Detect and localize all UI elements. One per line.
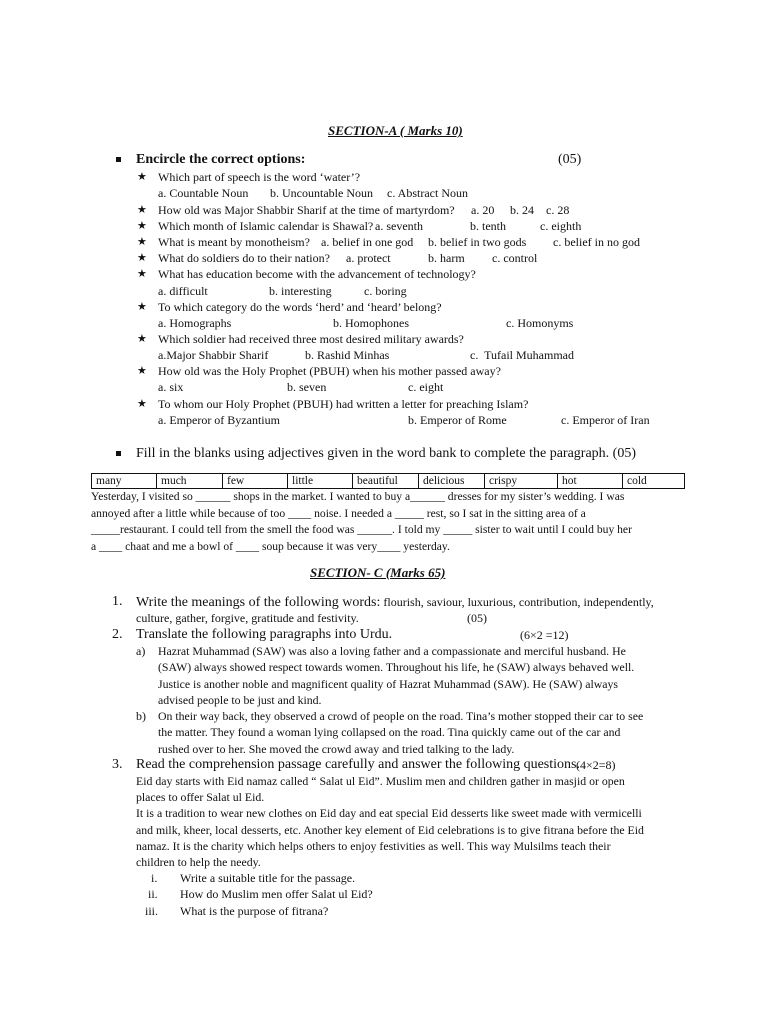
mcq-option: b. seven [287,380,327,394]
c-q2-number: 2. [112,627,123,642]
c-q1-instruction: Write the meanings of the following words: [136,595,381,610]
mcq-option: c. Tufail Muhammad [470,348,574,362]
mcq-option: a. six [158,380,184,394]
word-bank-table [91,473,685,489]
sub-question-number: ii. [148,887,158,901]
c-q2-b-paragraph [158,708,643,757]
star-bullet-icon: ★ [137,204,147,216]
mcq-option: c. eight [408,380,444,394]
mcq-option: c. 28 [546,203,570,217]
mcq-option: c. boring [364,284,407,298]
paragraph-line: the matter. They found a woman lying collapsed on the road. Tina quickly came out of the car and [158,725,621,740]
fill-blank-paragraph [91,489,632,555]
paragraph-line: (SAW) always showed respect towards women. Throughout his life, he (SAW) always behaved well. [158,660,635,675]
mcq-question: To whom our Holy Prophet (PBUH) had written a letter for preaching Islam? [158,397,529,411]
mcq-option: b. Uncountable Noun [270,186,373,200]
q1-marks: (05) [558,152,582,167]
mcq-option: a. 20 [471,203,495,217]
bullet-square-icon [116,157,121,162]
mcq-option: b. tenth [470,219,506,233]
section-a-title: SECTION-A ( Marks 10) [328,123,463,138]
c-q2-b-label: b) [136,709,146,723]
star-bullet-icon: ★ [137,252,147,264]
paragraph-line: Eid day starts with Eid namaz called “ Salat ul Eid”. Muslim men and children gather in masjid or open [136,774,625,788]
comprehension-passage [136,773,644,870]
c-q1-line2: culture, gather, forgive, gratitude and festivity. [136,611,359,625]
star-bullet-icon: ★ [137,236,147,248]
q2-heading: Fill in the blanks using adjectives given in the word bank to complete the paragraph. (05) [136,446,636,461]
sub-question-number: iii. [145,904,159,918]
c-q2-a-paragraph [158,643,634,708]
c-q2-marks: (6×2 =12) [520,628,569,642]
paragraph-line: namaz. It is the charity which helps others to enjoy festivities as well. This way Mulsilms teach their [136,838,611,853]
mcq-question: How old was Major Shabbir Sharif at the time of martyrdom? [158,203,455,217]
paragraph-line: rushed over to her. She moved the crowd away and tried talking to the lady. [158,741,515,756]
mcq-option: a. difficult [158,284,208,298]
mcq-question: Which part of speech is the word ‘water’? [158,170,361,184]
paragraph-line: a ____ chaat and me a bowl of ____ soup because it was very____ yesterday. [91,539,450,553]
paragraph-line: and milk, kheer, local desserts, etc. Another key element of Eid celebrations is to give fitrana before the Eid [136,822,644,837]
mcq-question: To which category do the words ‘herd’ and ‘heard’ belong? [158,300,442,314]
mcq-question: Which soldier had received three most desired military awards? [158,332,464,346]
star-bullet-icon: ★ [137,301,147,313]
mcq-option: a. protect [346,251,391,265]
paragraph-line: It is a tradition to wear new clothes on Eid day and eat special Eid desserts like sweet made with vermicelli [136,806,642,821]
mcq-option: b. Homophones [333,316,409,330]
mcq-option: c. Abstract Noun [387,186,468,200]
mcq-option: a. seventh [375,219,423,233]
word-bank-cell: delicious [419,474,485,489]
paragraph-line: Hazrat Muhammad (SAW) was also a loving father and a compassionate and merciful husband. He [158,644,626,658]
paragraph-line: Justice is another noble and magnificent quality of Hazrat Muhammad (SAW). He (SAW) always [158,676,619,691]
c-q3-text: Read the comprehension passage carefully and answer the following questions. [136,757,580,772]
paragraph-line: advised people to be just and kind. [158,692,322,707]
word-bank-cell: many [92,474,157,489]
mcq-option: c. eighth [540,219,582,233]
mcq-question: What has education become with the advancement of technology? [158,267,476,281]
star-bullet-icon: ★ [137,220,147,232]
word-bank-cell: cold [623,474,685,489]
mcq-option: a. Homographs [158,316,232,330]
c-q3-number: 3. [112,757,123,772]
c-q1-marks: (05) [467,611,487,625]
mcq-option: b. Emperor of Rome [408,413,507,427]
c-q1-words: flourish, saviour, luxurious, contribution, independently, [380,595,654,609]
mcq-option: a. Emperor of Byzantium [158,413,280,427]
paragraph-line: _____restaurant. I could tell from the smell the food was ______. I told my _____ sister to wait until I could buy her [91,523,632,536]
c-q2-a-label: a) [136,644,146,658]
c-q1-number: 1. [112,594,123,609]
mcq-question: What do soldiers do to their nation? [158,251,330,265]
sub-question-text: Write a suitable title for the passage. [180,871,356,885]
mcq-option: c. Homonyms [506,316,574,330]
word-bank-cell: much [157,474,223,489]
c-q3-marks: (4×2=8) [576,758,616,772]
mcq-question: How old was the Holy Prophet (PBUH) when his mother passed away? [158,364,501,378]
mcq-option: b. Rashid Minhas [305,348,390,362]
word-bank-cell: beautiful [353,474,419,489]
star-bullet-icon: ★ [137,365,147,377]
mcq-option: a.Major Shabbir Sharif [158,348,269,362]
star-bullet-icon: ★ [137,398,147,410]
word-bank-cell: few [223,474,288,489]
star-bullet-icon: ★ [137,171,147,183]
sub-question-text: How do Muslim men offer Salat ul Eid? [180,887,373,901]
section-c-title: SECTION- C (Marks 65) [310,565,446,580]
sub-question-number: i. [151,871,158,885]
mcq-option: b. 24 [510,203,534,217]
mcq-option: b. belief in two gods [428,235,527,249]
paragraph-line: Yesterday, I visited so ______ shops in the market. I wanted to buy a______ dresses for my sister’s wedding. I was [91,490,625,503]
mcq-question: What is meant by monotheism? [158,235,310,249]
star-bullet-icon: ★ [137,333,147,345]
paragraph-line: children to help the needy. [136,855,261,870]
paragraph-line: places to offer Salat ul Eid. [136,790,265,805]
mcq-option: c. belief in no god [553,235,640,249]
star-bullet-icon: ★ [137,268,147,280]
mcq-option: b. interesting [269,284,332,298]
mcq-option: b. harm [428,251,465,265]
paragraph-line: annoyed after a little while because of too ____ noise. I needed a _____ rest, so I sat in the sitting area of a [91,506,586,520]
word-bank-cell: crispy [485,474,558,489]
q1-heading: Encircle the correct options: [136,152,306,167]
bullet-square-icon [116,451,121,456]
word-bank-cell: hot [558,474,623,489]
word-bank-cell: little [288,474,353,489]
c-q2-text: Translate the following paragraphs into Urdu. [136,627,393,642]
mcq-question: Which month of Islamic calendar is Shawal? [158,219,374,233]
paragraph-line: On their way back, they observed a crowd of people on the road. Tina’s mother stopped their car to see [158,709,644,723]
mcq-option: a. belief in one god [321,235,414,249]
mcq-option: a. Countable Noun [158,186,249,200]
sub-question-text: What is the purpose of fitrana? [180,904,329,918]
mcq-option: c. Emperor of Iran [561,413,650,427]
mcq-option: c. control [492,251,538,265]
